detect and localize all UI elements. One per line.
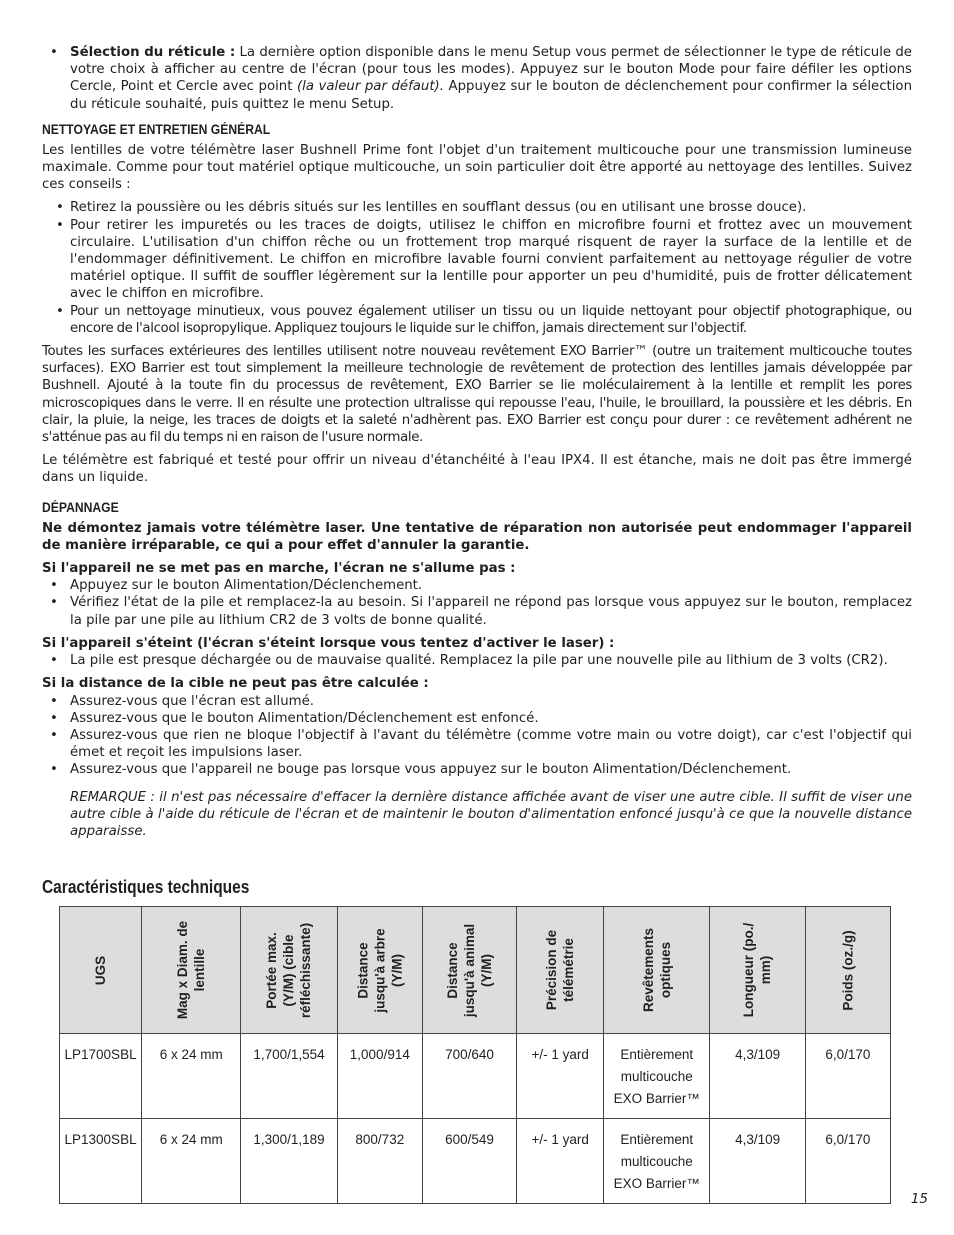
spec-header-cell bbox=[337, 907, 422, 1034]
specs-title: Caractéristiques techniques bbox=[42, 877, 250, 897]
table-cell: 1,300/1,189 bbox=[241, 1119, 337, 1204]
question-power: Si l'appareil ne se met pas en marche, l'écran ne s'allume pas : bbox=[42, 561, 516, 577]
exo-barrier-paragraph: Toutes les surfaces extérieures des lentilles utilisent notre nouveau revêtement EXO Barrier™ (outre un traitement multicouche toutes surfaces). EXO Barrier est tout simplement la meilleure technologie de revêtement de protection des lentilles jamais développée par Bushnell. Ajouté à la toute fin du processus de revêtement, EXO Barrier se lie moléculairement à la lentille et remplit les pores microscopiques dans le verre. Il en résulte une protection ultralisse qui repousse l'eau, l'huile, le brouillard, la poussière et les débris. En clair, la pluie, la neige, les traces de doigts et la saleté n'adhèrent pas. EXO Barrier est conçu pour durer : ce revêtement adhérent ne s'atténue pas au fil du temps ni en raison de l'usure normale. bbox=[42, 344, 912, 446]
table-cell: 1,000/914 bbox=[337, 1034, 422, 1119]
table-cell: 800/732 bbox=[337, 1119, 422, 1204]
q2-bullet-1: • La pile est presque déchargée ou de mauvaise qualité. Remplacez la pile par une nouvelle pile au lithium de 3 volts (CR2). bbox=[50, 653, 888, 669]
table-row bbox=[60, 1119, 891, 1204]
table-cell: 6 x 24 mm bbox=[142, 1119, 241, 1204]
reticle-text-1: La dernière option disponible dans le menu Setup vous permet de sélectionner le type de réticule de votre choix à afficher au centre de l'écran (pour tous les modes). Appuyez sur le bouton Mode pour faire défiler les options Cercle, Point et Cercle avec point bbox=[70, 45, 912, 95]
spec-header-label: Portée max. (Y/M) (cible réfléchissante) bbox=[264, 922, 314, 1018]
table-cell: LP1700SBL bbox=[60, 1034, 142, 1119]
table-cell: 6 x 24 mm bbox=[142, 1034, 241, 1119]
table-cell: 6,0/170 bbox=[805, 1034, 890, 1119]
q1-bullet-2: • Vérifiez l'état de la pile et remplacez-la au besoin. Si l'appareil ne répond pas lorsque vous appuyez sur le bouton, remplacez la pile par une pile au lithium CR2 de 3 volts de bonne qualité. bbox=[50, 595, 912, 628]
cleaning-intro: Les lentilles de votre télémètre laser Bushnell Prime font l'objet d'un traitement multicouche pour une transmission lumineuse maximale. Comme pour tout matériel optique multicouche, un soin particulier doit être apporté au nettoyage des lentilles. Suivez ces conseils : bbox=[42, 142, 912, 193]
q3-bullet-4: • Assurez-vous que l'appareil ne bouge pas lorsque vous appuyez sur le bouton Alimentation/Déclenchement. bbox=[50, 762, 792, 778]
cleaning-bullet-text: Pour un nettoyage minutieux, vous pouvez également utiliser un tissu ou un liquide nettoyant pour objectif photographique, ou encore de l'alcool isopropylique. Appliquez toujours le liquide sur le chiffon, jamais directement sur l'objectif. bbox=[70, 303, 912, 336]
bullet-dot: • bbox=[50, 45, 58, 60]
q3-bullet-3: • Assurez-vous que rien ne bloque l'objectif à l'avant du télémètre (comme votre main ou votre doigt), car c'est l'objectif qui émet et reçoit les impulsions laser. bbox=[50, 727, 912, 761]
table-cell: 700/640 bbox=[422, 1034, 516, 1119]
reticle-text-2: Appuyez sur le bouton de déclenchement pour confirmer la sélection du réticule souhaité, puis quittez le menu Setup. bbox=[70, 79, 912, 112]
spec-header-cell bbox=[604, 907, 710, 1034]
troubleshooting-heading: DÉPANNAGE bbox=[42, 499, 119, 515]
cleaning-bullet-2: • Pour retirer les impuretés ou les traces de doigts, utilisez le chiffon en microfibre fourni et frottez avec un mouvement circulaire. L'utilisation d'un chiffon rêche ou un frottement trop marqué risquent de rayer la surface de la lentille et de l'endommager définitivement. Le chiffon en microfibre lavable fourni convient parfaitement au nettoyage régulier de votre matériel optique. Il suffit de souffler légèrement sur la lentille pour apporter un peu d'humidité, puis de frotter délicatement avec le chiffon en microfibre. bbox=[56, 217, 912, 302]
troubleshooting-warning: Ne démontez jamais votre télémètre laser. Une tentative de réparation non autorisée peut endommager l'appareil de manière irréparable, ce qui a pour effet d'annuler la garantie. bbox=[42, 520, 912, 553]
q3-bullet-1: • Assurez-vous que l'écran est allumé. bbox=[50, 693, 314, 709]
spec-header-label: Longueur (po./ mm) bbox=[741, 922, 774, 1018]
spec-header-label: Mag x Diam. de lentille bbox=[175, 920, 208, 1020]
page-number: 15 bbox=[910, 1191, 928, 1207]
cleaning-bullet-3: • Pour un nettoyage minutieux, vous pouvez également utiliser un tissu ou un liquide nettoyant pour objectif photographique, ou encore de l'alcool isopropylique. Appliquez toujours le liquide sur le chiffon, jamais directement sur l'objectif. bbox=[56, 303, 912, 336]
table-row bbox=[60, 1034, 891, 1119]
spec-header-cell bbox=[805, 907, 890, 1034]
spec-header-cell bbox=[142, 907, 241, 1034]
spec-header-label: Précision de télémétrie bbox=[544, 929, 577, 1011]
spec-header-label: UGS bbox=[93, 955, 109, 985]
table-cell: 4,3/109 bbox=[710, 1034, 805, 1119]
question-distance: Si la distance de la cible ne peut pas être calculée : bbox=[42, 676, 429, 692]
question-shutdown: Si l'appareil s'éteint (l'écran s'éteint lorsque vous tentez d'activer le laser) : bbox=[42, 635, 615, 651]
cleaning-bullet-text: Retirez la poussière ou les débris situés sur les lentilles en soufflant dessus (ou en utilisant une brosse douce). bbox=[70, 200, 807, 216]
specs-table bbox=[59, 906, 891, 1204]
table-cell: 1,700/1,554 bbox=[241, 1034, 337, 1119]
specs-body bbox=[60, 1034, 891, 1204]
document-body bbox=[42, 44, 912, 840]
spec-header-cell bbox=[422, 907, 516, 1034]
spec-header-cell bbox=[517, 907, 604, 1034]
spec-header-label: Revêtements optiques bbox=[640, 927, 673, 1013]
table-cell: +/- 1 yard bbox=[517, 1119, 604, 1204]
reticle-italic: (la valeur par défaut). bbox=[296, 79, 444, 95]
table-cell: Entièrement multicouche EXO Barrier™ bbox=[604, 1119, 710, 1204]
spec-header-label: Poids (oz./g) bbox=[840, 929, 856, 1011]
spec-header-label: Distance jusqu'à animal (Y/M) bbox=[445, 923, 495, 1017]
table-cell: 6,0/170 bbox=[805, 1119, 890, 1204]
cleaning-heading: NETTOYAGE ET ENTRETIEN GÉNÉRAL bbox=[42, 121, 271, 137]
spec-header-cell bbox=[60, 907, 142, 1034]
table-cell: 600/549 bbox=[422, 1119, 516, 1204]
cleaning-bullet-text: Pour retirer les impuretés ou les traces de doigts, utilisez le chiffon en microfibre fourni et frottez avec un mouvement circulaire. L'utilisation d'un chiffon rêche ou un frottement trop marqué risquent de rayer la surface de la lentille et de l'endommager définitivement. Le chiffon en microfibre lavable fourni convient parfaitement au nettoyage régulier de votre matériel optique. Il suffit de souffler légèrement sur la lentille pour apporter un peu d'humidité, puis de frotter délicatement avec le chiffon en microfibre. bbox=[70, 217, 912, 302]
spec-header-label: Distance jusqu'à arbre (Y/M) bbox=[355, 927, 405, 1013]
q1-bullet-1: • Appuyez sur le bouton Alimentation/Déclenchement. bbox=[50, 578, 423, 594]
reticle-bullet bbox=[42, 44, 912, 113]
cleaning-bullet-1: • Retirez la poussière ou les débris situés sur les lentilles en soufflant dessus (ou en utilisant une brosse douce). bbox=[56, 200, 807, 216]
q3-bullet-2: • Assurez-vous que le bouton Alimentation/Déclenchement est enfoncé. bbox=[50, 710, 539, 726]
table-cell: Entièrement multicouche EXO Barrier™ bbox=[604, 1034, 710, 1119]
table-cell: +/- 1 yard bbox=[517, 1034, 604, 1119]
ipx4-paragraph: Le télémètre est fabriqué et testé pour offrir un niveau d'étanchéité à l'eau IPX4. Il est étanche, mais ne doit pas être immergé dans un liquide. bbox=[42, 453, 912, 486]
spec-header-cell bbox=[710, 907, 805, 1034]
spec-header-cell bbox=[241, 907, 337, 1034]
specs-header-row bbox=[60, 907, 891, 1034]
reticle-lead: Sélection du réticule : bbox=[70, 45, 236, 60]
table-cell: LP1300SBL bbox=[60, 1119, 142, 1204]
remark-note: REMARQUE : il n'est pas nécessaire d'effacer la dernière distance affichée avant de viser une autre cible. Il suffit de viser une autre cible à l'aide du réticule de l'écran et de maintenir le bouton d'alimentation enfoncé jusqu'à ce que la nouvelle distance apparaisse. bbox=[70, 789, 912, 839]
table-cell: 4,3/109 bbox=[710, 1119, 805, 1204]
